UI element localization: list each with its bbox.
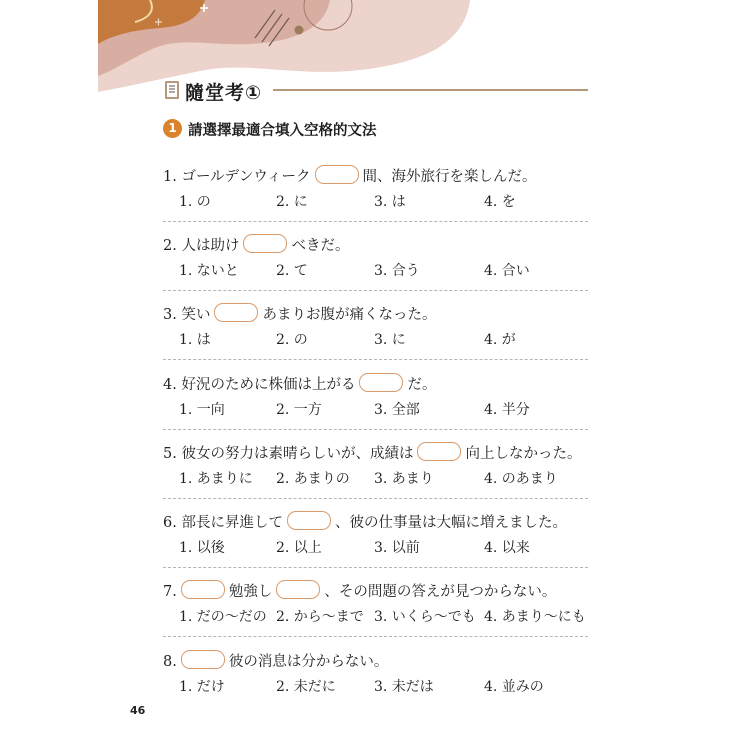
- question-stem: [163, 165, 537, 185]
- stem-text: べきだ。: [291, 238, 350, 254]
- section-instruction: 請選擇最適合填入空格的文法: [188, 123, 377, 139]
- dashed-divider: [163, 290, 588, 291]
- option-4[interactable]: 4. を: [484, 194, 516, 210]
- option-list: [179, 333, 589, 351]
- option-3[interactable]: 3. は: [374, 194, 406, 210]
- answer-blank[interactable]: [315, 165, 359, 184]
- title-rule: [273, 89, 588, 91]
- question-stem: [163, 234, 349, 254]
- option-list: [179, 264, 589, 282]
- answer-blank[interactable]: [181, 580, 225, 599]
- option-list: [179, 541, 589, 559]
- dashed-divider: [163, 636, 588, 637]
- option-2[interactable]: 2. 以上: [276, 540, 322, 556]
- option-1[interactable]: 1. 以後: [179, 540, 225, 556]
- stem-text: 彼の消息は分からない。: [228, 654, 389, 670]
- question-stem: [163, 373, 436, 393]
- question-stem: [163, 442, 581, 462]
- option-2[interactable]: 2. に: [276, 194, 308, 210]
- section-number-badge: 1: [163, 119, 182, 138]
- option-1[interactable]: 1. は: [179, 332, 211, 348]
- option-4[interactable]: 4. 以来: [484, 540, 530, 556]
- notebook-icon: [163, 80, 181, 100]
- stem-text: だ。: [407, 377, 437, 393]
- option-4[interactable]: 4. が: [484, 332, 516, 348]
- question-stem: [163, 580, 556, 600]
- option-3[interactable]: 3. 全部: [374, 402, 420, 418]
- option-3[interactable]: 3. に: [374, 332, 406, 348]
- option-4[interactable]: 4. あまり～にも: [484, 609, 586, 625]
- stem-text: 8.: [163, 654, 177, 670]
- dashed-divider: [163, 567, 588, 568]
- page-number: 46: [130, 704, 146, 717]
- answer-blank[interactable]: [359, 373, 403, 392]
- stem-text: 向上しなかった。: [465, 446, 582, 462]
- stem-text: 1. ゴールデンウィーク: [163, 169, 311, 185]
- option-1[interactable]: 1. ないと: [179, 263, 239, 279]
- answer-blank[interactable]: [181, 650, 225, 669]
- answer-blank[interactable]: [287, 511, 331, 530]
- option-list: [179, 680, 589, 698]
- option-list: [179, 472, 589, 490]
- option-2[interactable]: 2. て: [276, 263, 308, 279]
- stem-text: あまりお腹が痛くなった。: [262, 307, 437, 323]
- dashed-divider: [163, 221, 588, 222]
- question-stem: [163, 650, 388, 670]
- stem-text: 間、海外旅行を楽しんだ。: [362, 169, 537, 185]
- page-title: 隨堂考①: [185, 82, 263, 104]
- option-3[interactable]: 3. いくら～でも: [374, 609, 476, 625]
- option-list: [179, 403, 589, 421]
- stem-text: 勉強し: [228, 584, 273, 600]
- option-2[interactable]: 2. から～まで: [276, 609, 364, 625]
- answer-blank[interactable]: [243, 234, 287, 253]
- stem-text: 5. 彼女の努力は素晴らしいが、成績は: [163, 446, 414, 462]
- option-1[interactable]: 1. だの～だの: [179, 609, 267, 625]
- stem-text: 3. 笑い: [163, 307, 211, 323]
- option-3[interactable]: 3. 未だは: [374, 679, 434, 695]
- dashed-divider: [163, 359, 588, 360]
- question-stem: [163, 511, 567, 531]
- header-decoration: [0, 0, 750, 120]
- option-2[interactable]: 2. 未だに: [276, 679, 336, 695]
- option-1[interactable]: 1. の: [179, 194, 211, 210]
- option-list: [179, 610, 589, 628]
- stem-text: 2. 人は助け: [163, 238, 240, 254]
- question-stem: [163, 303, 436, 323]
- option-4[interactable]: 4. のあまり: [484, 471, 558, 487]
- stem-text: 、その問題の答えが見つからない。: [324, 584, 557, 600]
- answer-blank[interactable]: [276, 580, 320, 599]
- answer-blank[interactable]: [214, 303, 258, 322]
- stem-text: 、彼の仕事量は大幅に増えました。: [334, 515, 567, 531]
- option-2[interactable]: 2. あまりの: [276, 471, 350, 487]
- stem-text: 6. 部長に昇進して: [163, 515, 283, 531]
- option-1[interactable]: 1. だけ: [179, 679, 225, 695]
- dashed-divider: [163, 498, 588, 499]
- dashed-divider: [163, 429, 588, 430]
- option-4[interactable]: 4. 並みの: [484, 679, 544, 695]
- option-4[interactable]: 4. 半分: [484, 402, 530, 418]
- option-2[interactable]: 2. の: [276, 332, 308, 348]
- page-header: [163, 78, 588, 102]
- option-3[interactable]: 3. あまり: [374, 471, 434, 487]
- stem-text: 4. 好況のために株価は上がる: [163, 377, 356, 393]
- option-1[interactable]: 1. あまりに: [179, 471, 253, 487]
- option-3[interactable]: 3. 以前: [374, 540, 420, 556]
- answer-blank[interactable]: [417, 442, 461, 461]
- option-list: [179, 195, 589, 213]
- option-3[interactable]: 3. 合う: [374, 263, 420, 279]
- option-1[interactable]: 1. 一向: [179, 402, 225, 418]
- stem-text: 7.: [163, 584, 177, 600]
- option-4[interactable]: 4. 合い: [484, 263, 530, 279]
- option-2[interactable]: 2. 一方: [276, 402, 322, 418]
